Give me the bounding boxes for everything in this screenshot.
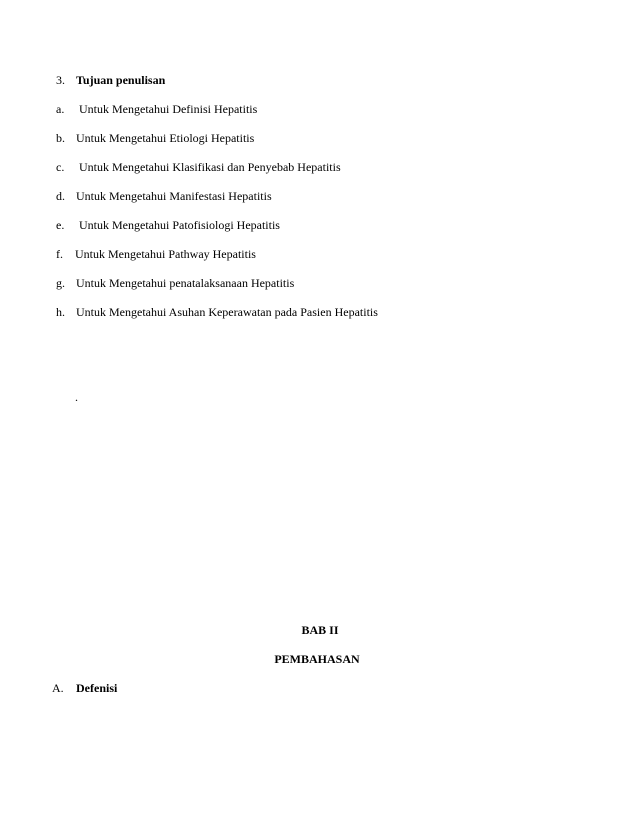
section-heading: Tujuan penulisan (76, 73, 166, 87)
list-marker: a. (56, 102, 65, 116)
list-marker: f. (56, 247, 63, 261)
chapter-label: BAB II (301, 623, 339, 637)
list-item (56, 218, 456, 232)
list-marker: g. (56, 276, 65, 290)
section-marker: A. (52, 681, 64, 695)
list-marker: e. (56, 218, 65, 232)
section-3-heading-line (56, 73, 256, 87)
list-text: Untuk Mengetahui Manifestasi Hepatitis (76, 189, 272, 203)
list-marker: c. (56, 160, 65, 174)
list-text: Untuk Mengetahui Patofisiologi Hepatitis (79, 218, 280, 232)
list-text: Untuk Mengetahui penatalaksanaan Hepatitis (76, 276, 295, 290)
list-marker: b. (56, 131, 65, 145)
chapter-title: PEMBAHASAN (274, 652, 360, 666)
list-marker: h. (56, 305, 65, 319)
list-text: Untuk Mengetahui Etiologi Hepatitis (76, 131, 255, 145)
list-item (56, 189, 456, 203)
list-text: Untuk Mengetahui Klasifikasi dan Penyebab Hepatitis (79, 160, 341, 174)
list-item (56, 305, 476, 319)
list-item (56, 131, 456, 145)
section-heading: Defenisi (76, 681, 118, 695)
list-text: Untuk Mengetahui Pathway Hepatitis (75, 247, 256, 261)
list-item (56, 247, 456, 261)
list-item (56, 102, 456, 116)
list-item (56, 276, 456, 290)
section-a-heading-line (52, 681, 202, 695)
list-text: Untuk Mengetahui Definisi Hepatitis (79, 102, 258, 116)
list-item (56, 160, 456, 174)
stray-dot: . (75, 390, 78, 404)
list-text: Untuk Mengetahui Asuhan Keperawatan pada Pasien Hepatitis (76, 305, 378, 319)
list-marker: d. (56, 189, 65, 203)
section-number: 3. (56, 73, 65, 87)
